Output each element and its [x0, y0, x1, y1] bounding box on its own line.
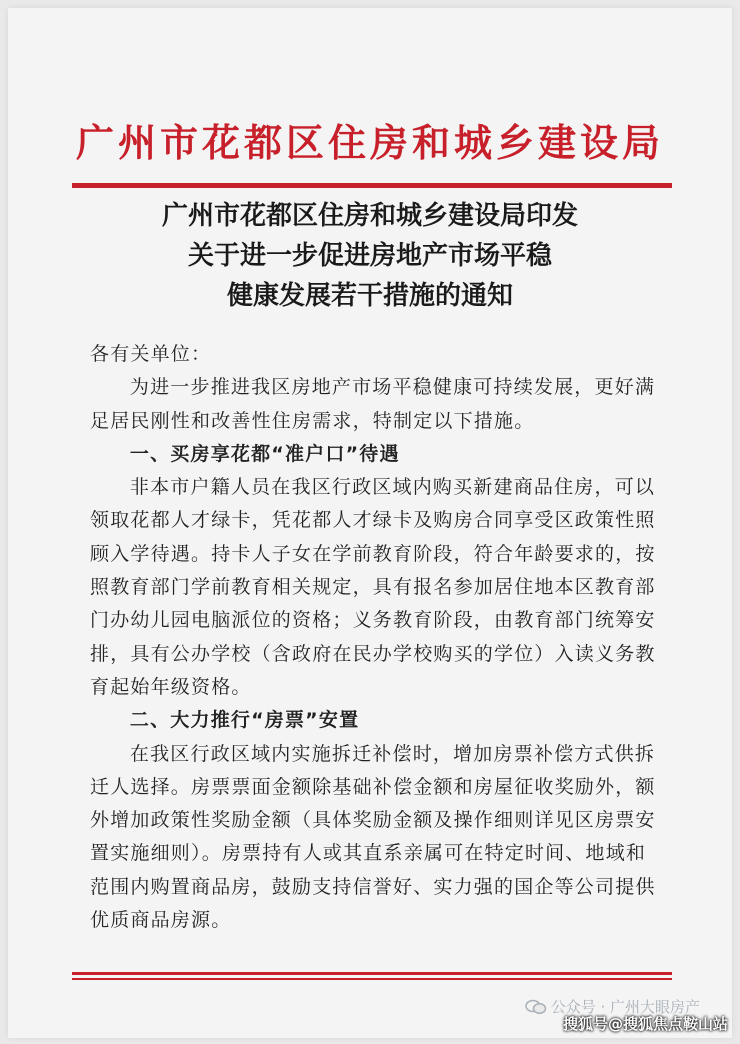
section-2-body: 在我区行政区域内实施拆迁补偿时，增加房票补偿方式供拆迁人选择。房票票面金额除基础补偿金额和房屋征收奖励外，额外增加政策性奖励金额（具体奖励金额及操作细则详见区房票安置实施细则）。房票持有人或其直系亲属可在特定时间、地域和范围内购置商品房，鼓励支持信誉好、实力强的国企等公司提供优质商品房源。: [90, 742, 656, 932]
title-line-2: 关于进一步促进房地产市场平稳: [187, 241, 552, 271]
document-body: [90, 338, 660, 937]
title-line-1: 广州市花都区住房和城乡建设局印发: [161, 201, 578, 231]
intro-paragraph: 为进一步推进我区房地产市场平稳健康可持续发展，更好满足居民刚性和改善性住房需求，特制定以下措施。: [90, 376, 656, 432]
issuer-header: 广州市花都区住房和城乡建设局: [75, 120, 664, 165]
watermark-text: 公众号 · 广州大眼房产: [550, 998, 700, 1016]
section-1-body: 非本市户籍人员在我区行政区域内购买新建商品住房，可以领取花都人才绿卡，凭花都人才绿卡及购房合同享受区政策性照顾入学待遇。持卡人子女在学前教育阶段，符合年龄要求的，按照教育部门学前教育相关规定，具有报名参加居住地本区教育部门办幼儿园电脑派位的资格；义务教育阶段，由教育部门统筹安排，具有公办学校（含政府在民办学校购买的学位）入读义务教育起始年级资格。: [90, 476, 656, 698]
section-2-heading: 二、大力推行“房票”安置: [129, 709, 360, 732]
title-line-3: 健康发展若干措施的通知: [226, 281, 513, 311]
source-tag: 搜狐号@搜狐焦点鞍山站: [562, 1015, 728, 1033]
section-1-heading: 一、买房享花都“准户口”待遇: [129, 442, 400, 465]
footer-divider-top: [72, 972, 672, 975]
footer-divider-bottom: [72, 978, 672, 980]
wechat-icon: [525, 999, 547, 1015]
salutation: 各有关单位：: [90, 343, 212, 365]
header-divider: [72, 183, 672, 188]
document-title: [0, 196, 740, 316]
